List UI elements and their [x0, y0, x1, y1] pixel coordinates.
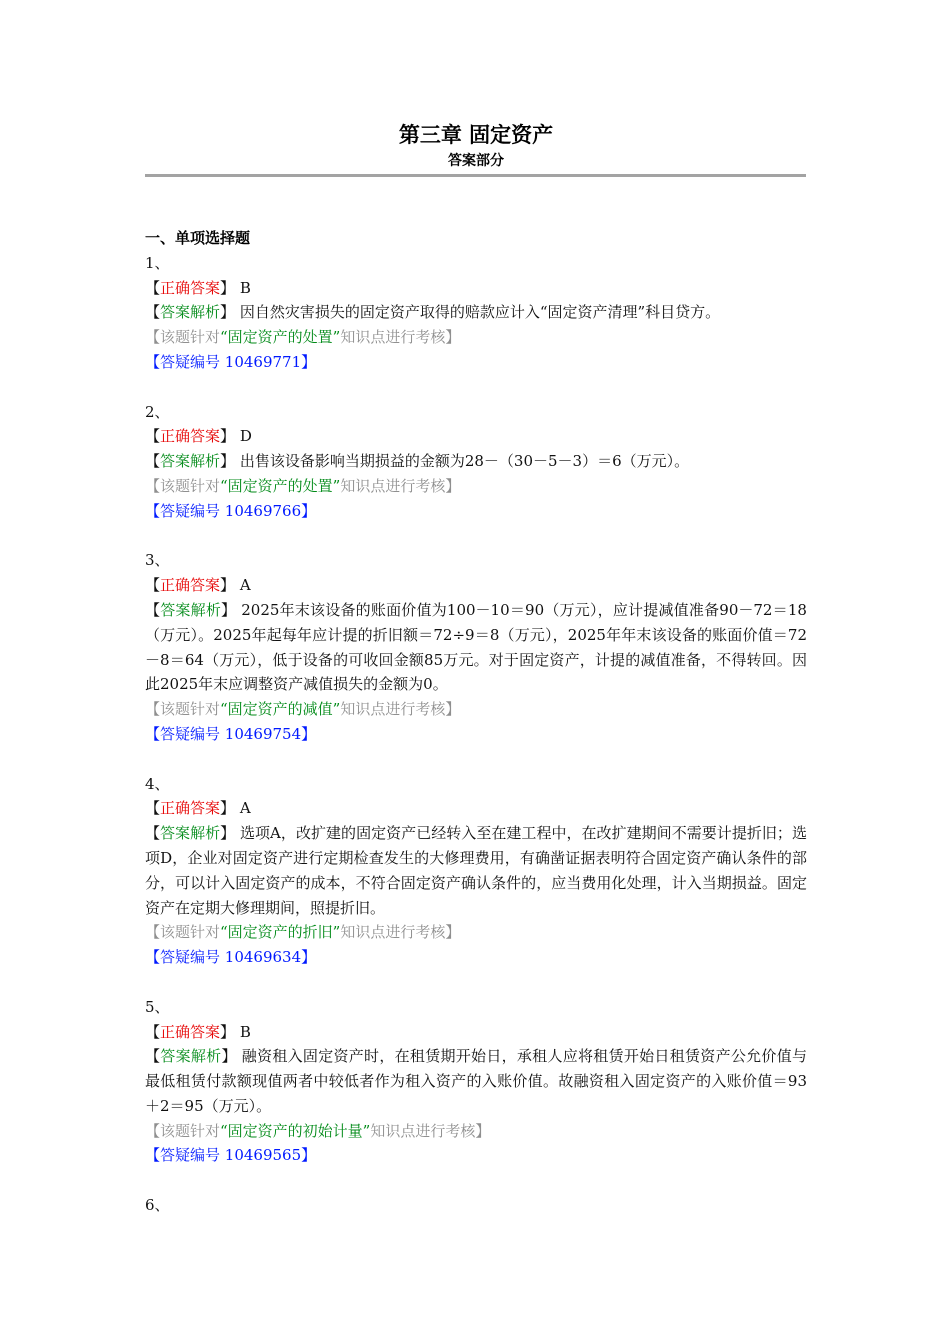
correct-answer-label: 正确答案 — [160, 278, 221, 297]
qa-id-line[interactable] — [145, 1143, 807, 1168]
knowledge-point-topic: “固定资产的处置” — [220, 476, 341, 495]
analysis-text: 选项A，改扩建的固定资产已经转入至在建工程中，在改扩建期间不需要计提折旧；选项D，企业对固定资产进行定期检查发生的大修理费用，有确凿证据表明符合固定资产确认条件的部分，可以计入固定资产的成本，不符合固定资产确认条件的，应当费用化处理，计入当期损益。固定资产在定期大修理期间，照提折旧。 — [145, 824, 807, 917]
qa-suffix: 】 — [301, 1146, 317, 1165]
question-block — [145, 772, 807, 970]
correct-answer-line — [145, 1020, 807, 1045]
analysis-open: 【 — [145, 303, 161, 322]
qa-prefix: 【答疑编号 — [145, 724, 221, 743]
qa-suffix: 】 — [301, 352, 317, 371]
qa-id-value: 10469565 — [224, 1146, 302, 1165]
analysis-line — [145, 598, 807, 697]
analysis-open: 【 — [145, 824, 161, 843]
page-subtitle: 答案部分 — [448, 153, 504, 169]
correct-answer-label: 正确答案 — [160, 576, 221, 595]
question-block — [145, 1193, 807, 1218]
qa-id-value: 10469766 — [224, 501, 302, 520]
correct-answer-close: 】 — [220, 278, 236, 297]
knowledge-point-note — [145, 1119, 807, 1144]
analysis-open: 【 — [145, 452, 161, 471]
qa-prefix: 【答疑编号 — [145, 501, 221, 520]
knowledge-point-note — [145, 697, 807, 722]
question-block — [145, 251, 807, 375]
analysis-label: 答案解析 — [160, 600, 222, 619]
analysis-text: 融资租入固定资产时，在租赁期开始日，承租人应将租赁开始日租赁资产公允价值与最低租赁付款额现值两者中较低者作为租入资产的入账价值。故融资租入固定资产的入账价值＝93＋2＝95（万元）。 — [145, 1047, 807, 1115]
correct-answer-line — [145, 276, 807, 301]
correct-answer-close: 】 — [220, 427, 236, 446]
analysis-line — [145, 1044, 807, 1118]
analysis-label: 答案解析 — [160, 824, 221, 843]
correct-answer-value: A — [239, 576, 251, 595]
correct-answer-close: 】 — [220, 1022, 236, 1041]
question-block — [145, 400, 807, 524]
analysis-close: 】 — [220, 452, 236, 471]
qa-prefix: 【答疑编号 — [145, 352, 221, 371]
question-number: 5、 — [145, 997, 170, 1016]
section-heading: 一、单项选择题 — [145, 229, 251, 247]
knowledge-point-topic: “固定资产的处置” — [220, 328, 341, 347]
note-suffix: 知识点进行考核】 — [340, 700, 461, 719]
question-number: 3、 — [145, 551, 170, 570]
correct-answer-close: 】 — [220, 576, 236, 595]
knowledge-point-note — [145, 325, 807, 350]
document-header — [145, 120, 807, 172]
question-number: 1、 — [145, 253, 170, 272]
knowledge-point-note — [145, 920, 807, 945]
knowledge-point-topic: “固定资产的减值” — [220, 700, 341, 719]
knowledge-point-note — [145, 474, 807, 499]
analysis-close: 】 — [220, 303, 236, 322]
correct-answer-open: 【 — [145, 1022, 161, 1041]
qa-id-line[interactable] — [145, 499, 807, 524]
correct-answer-open: 【 — [145, 576, 161, 595]
analysis-line — [145, 449, 807, 474]
qa-id-value: 10469771 — [224, 352, 302, 371]
note-prefix: 【该题针对 — [145, 923, 221, 942]
qa-suffix: 】 — [301, 948, 317, 967]
analysis-open: 【 — [145, 600, 161, 619]
analysis-line — [145, 300, 807, 325]
note-prefix: 【该题针对 — [145, 1121, 221, 1140]
analysis-text: 出售该设备影响当期损益的金额为28－（30－5－3）＝6（万元）。 — [239, 452, 690, 471]
note-prefix: 【该题针对 — [145, 328, 221, 347]
analysis-text: 因自然灾害损失的固定资产取得的赔款应计入“固定资产清理”科目贷方。 — [239, 303, 721, 322]
question-block — [145, 548, 807, 746]
question-number: 6、 — [145, 1196, 170, 1215]
correct-answer-value: B — [239, 1022, 251, 1041]
note-prefix: 【该题针对 — [145, 476, 221, 495]
answer-content — [145, 226, 807, 1243]
analysis-label: 答案解析 — [160, 452, 221, 471]
qa-id-value: 10469754 — [224, 724, 302, 743]
correct-answer-line — [145, 796, 807, 821]
correct-answer-value: B — [239, 278, 251, 297]
page-title: 第三章 固定资产 — [398, 123, 554, 147]
qa-id-line[interactable] — [145, 722, 807, 747]
qa-suffix: 】 — [301, 501, 317, 520]
correct-answer-value: D — [239, 427, 252, 446]
analysis-label: 答案解析 — [160, 303, 221, 322]
correct-answer-label: 正确答案 — [160, 799, 221, 818]
correct-answer-open: 【 — [145, 427, 161, 446]
analysis-close: 】 — [221, 1047, 237, 1066]
question-number: 2、 — [145, 402, 170, 421]
qa-prefix: 【答疑编号 — [145, 1146, 221, 1165]
question-number: 4、 — [145, 774, 170, 793]
analysis-close: 】 — [220, 824, 236, 843]
note-suffix: 知识点进行考核】 — [370, 1121, 491, 1140]
analysis-open: 【 — [145, 1047, 161, 1066]
correct-answer-line — [145, 573, 807, 598]
qa-prefix: 【答疑编号 — [145, 948, 221, 967]
correct-answer-label: 正确答案 — [160, 427, 221, 446]
analysis-line — [145, 821, 807, 920]
question-block — [145, 995, 807, 1169]
knowledge-point-topic: “固定资产的折旧” — [220, 923, 341, 942]
correct-answer-open: 【 — [145, 278, 161, 297]
analysis-label: 答案解析 — [160, 1047, 222, 1066]
correct-answer-close: 】 — [220, 799, 236, 818]
header-divider — [145, 174, 806, 177]
analysis-close: 】 — [221, 600, 237, 619]
correct-answer-line — [145, 424, 807, 449]
note-suffix: 知识点进行考核】 — [340, 328, 461, 347]
qa-id-value: 10469634 — [224, 948, 302, 967]
correct-answer-open: 【 — [145, 799, 161, 818]
qa-id-line[interactable] — [145, 945, 807, 970]
note-suffix: 知识点进行考核】 — [340, 476, 461, 495]
note-prefix: 【该题针对 — [145, 700, 221, 719]
qa-id-line[interactable] — [145, 350, 807, 375]
qa-suffix: 】 — [301, 724, 317, 743]
analysis-text: 2025年末该设备的账面价值为100－10＝90（万元），应计提减值准备90－72＝18（万元）。2025年起每年应计提的折旧额＝72÷9＝8（万元），2025年年末该设备的账面价值＝72－8＝64（万元），低于设备的可收回金额85万元。对于固定资产，计提的减值准备，不得转回。因此2025年末应调整资产减值损失的金额为0。 — [145, 600, 807, 694]
correct-answer-value: A — [239, 799, 251, 818]
correct-answer-label: 正确答案 — [160, 1022, 221, 1041]
knowledge-point-topic: “固定资产的初始计量” — [220, 1121, 371, 1140]
note-suffix: 知识点进行考核】 — [340, 923, 461, 942]
